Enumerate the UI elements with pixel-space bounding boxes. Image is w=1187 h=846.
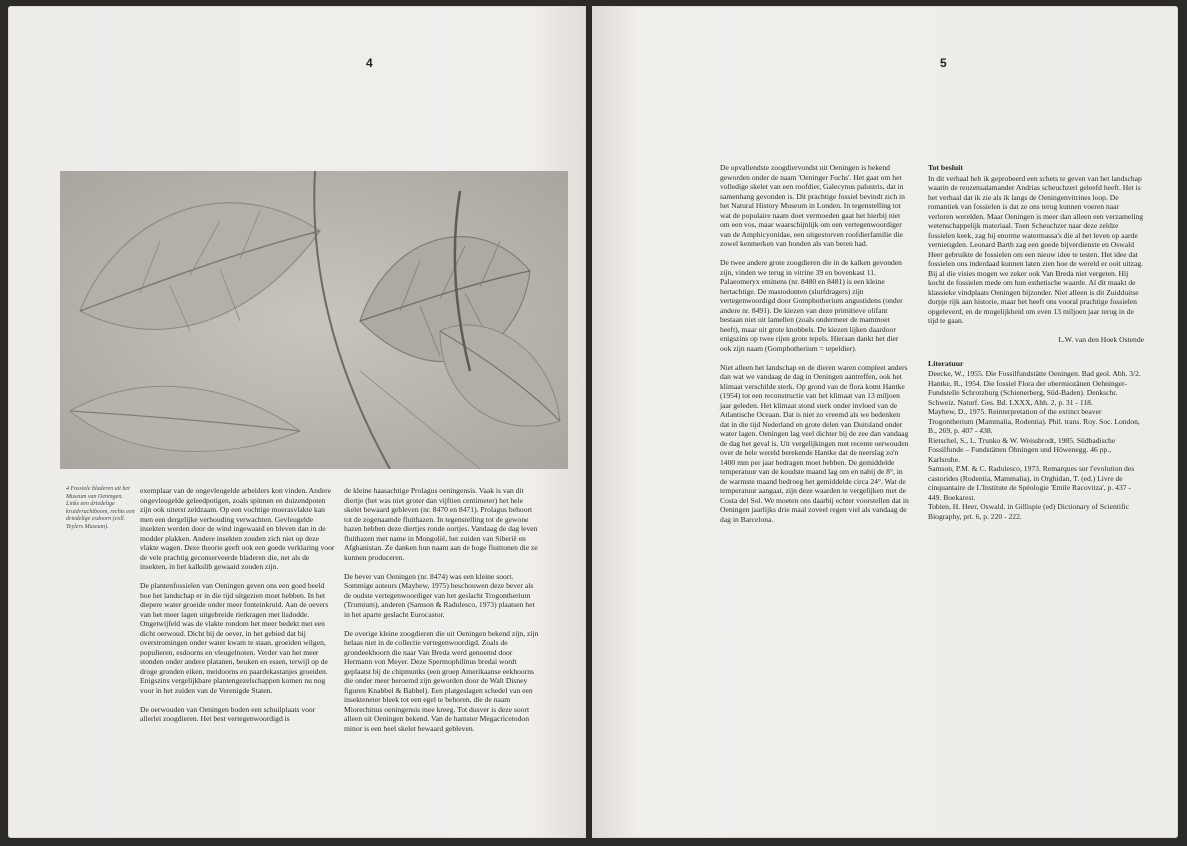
section-heading: Tot besluit — [928, 163, 964, 172]
literature-heading: Literatuur — [928, 358, 964, 368]
paragraph: De overige kleine zoogdieren die uit Oeningen bekend zijn, zijn helaas niet in de collectie vertegenwoordigd. Zoals de grondeekhoorn die naar Van Breda werd genoemd door Hermann von Meyer. Deze Spermophilinus bredai wordt geplaatst bij de chipmunks (een groep Amerikaanse eekhoorns die onder meer beroemd zijn geworden door de Walt Disney figuren Knabbel & Babbel). Een platgeslagen schedel van een insekteneter bleek tot een egel te behoren, die de naam Miorechinus oeningensis mee kreeg. Tot dusver is deze soort alleen uit Oeningen bekend. Van de hamster Megacricetodon minor is een heel skelet bewaard gebleven. — [344, 628, 539, 733]
left-page — [8, 6, 586, 838]
paragraph: De twee andere grote zoogdieren die in de kalken gevonden zijn, vinden we terug in vitrine 39 en bovenkast 11. Palaeomeryx eminens (nr. 8480 en 8481) is een kleine hertachtige. De mastodonten (slurfdragers) zijn vertegenwoordigd door Gomphotherium angustidens (onder andere nr. 8491). De kiezen van deze primitieve olifant bestaan niet uit lamellen (zoals ondermeer de mammoet heeft), maar uit grote knobbels. De kiezen lijken daardoor enigszins op twee rijen grote tepels. Hieraan dankt het dier ook zijn naam (Gomphotherium = tepeldier). — [720, 258, 903, 353]
fossil-leaves-photo — [60, 171, 568, 469]
paragraph: In dit verhaal heb ik geprobeerd een schets te geven van het landschap waarin de reuzensalamander Andrias scheuchzeri geleefd heeft. Het is het verhaal dat ik zie als ik langs de Oeningenvitrines loop. De romantiek van fossielen is dat ze ons terug kunnen voeren naar verloren werelden. Maar Oeningen is meer dan alleen een verzameling wetenschappelijk materiaal. Toen Scheuchzer naar deze zeldze fossielen keek, zag hij enorme watermassa's die al het leven op aarde vernietigden. Leonard Barth zag een goede bijverdienste en Oswald Heer gebruikte de fossielen om een nieuw idee te testen. Het idee dat fossielen ons inderdaad kunnen laten zien hoe de wereld er ooit uitzag. Bij al die visies mogen we zeker ook Van Breda niet vergeten. Hij kocht de fossielen mede om hun esthetische waarde. Al dit maakt de klassieke vindplaats Oeningen bijzonder. Niet alleen is dit Zuidduitse dorpje rijk aan historie, maar het heeft ons vooral prachtige fossielen opgeleverd, en de mogelijkheid om even 13 miljoen jaar terug in de tijd te gaan. — [928, 173, 1144, 325]
reference-item: Mayhew, D., 1975. Reinterpretation of the extinct beaver Trogontherium (Mammalia, Rodentia). Phil. trans. Roy. Soc. London, B., 269, p. 407 - 438. — [928, 407, 1140, 435]
paragraph: De plantenfossielen van Oeningen geven ons een goed beeld hoe het landschap er in die tijd uitgezien moet hebben. In het diepere water groeide onder meer fonteinkruid. Aan de oevers van het meer lagen uitgebreide rietkragen met lisdodde. Ongetwijfeld was de vlakte rondom het meer bedekt met een dicht oerwoud. Dicht bij de oever, in het gebied dat bij overstromingen onder water kwam te staan, groeiden wilgen, populieren, esdoorns en vleugelnoten. Verder van het meer stonden onder andere platanen, beuken en essen, terwijl op de droge gronden eiken, meidoorns en paardekastanjes groeiden. Enigszins vergelijkbare plantengezelschappen komen nu nog voor in het zuiden van de Verenigde Staten. — [140, 581, 329, 695]
page-number: 4 — [366, 56, 373, 70]
right-column-2 — [928, 163, 1144, 521]
paragraph: De oerwouden van Oeningen boden een schuilplaats voor allerlei zoogdieren. Het best vertegenwoordigd is — [140, 704, 316, 723]
reference-item: Rietschel, S., L. Trunko & W. Weissbrodt, 1985. Südbadische Fossilfunde – Fundstätten Öhningen und Höwenegg. 46 pp., Karlsruhe. — [928, 435, 1116, 464]
reference-item: Samson, P.M. & C. Radulesco, 1973. Remarques sur l'evolution des castorides (Rodentia, Mammalia), in Orghidan, T. (ed.) Livre de cinquantaire de L'Institute de Spéologie 'Emile Racovitza', p. 437 - 449. Boekarest. — [928, 464, 1135, 502]
paragraph: Niet alleen het landschap en de dieren waren compleet anders dan wat we vandaag de dag in Oeningen aantreffen, ook het klimaat verschilde sterk. Op grond van de flora komt Hantke (1954) tot een reconstructie van het klimaat van 13 miljoen jaar geleden. Het klimaat stond sterk onder invloed van de Atlantische Oceaan. Dat is niet zo vreemd als we bedenken dat in die tijd Nederland en grote delen van Duitsland onder water lagen. Oeningen lag veel dichter bij de zee dan vandaag de dag het geval is. Uit vergelijkingen met recente oerwouden over de hele wereld berekende Hantke dat de neerslag zo'n 1400 mm per jaar bedragen moet hebben. De gemiddelde temperatuur van de koudste maand lag om en nabij de 8°, in de warmste maand bedroeg het gemiddelde circa 24°. Wat de temperatuur aangaat, zijn deze waarden te vergelijken met de Costa del Sol. We moeten ons daarbij echter voorstellen dat in Oeningen jaarlijks drie maal zoveel regen viel als vandaag de dag in Barcelona. — [720, 362, 909, 524]
paragraph: De bever van Oeningen (nr. 8474) was een kleine soort. Sommige auteurs (Mayhew, 1975) beschouwen deze bever als de oudste vertegenwoordiger van het geslacht Trogontherium (Trumium), anderen (Samson & Radulesco, 1973) plaatsen het in het aparte geslacht Eurocastor. — [344, 571, 535, 619]
photo-caption: 4 Fossiele bladeren uit het Museum van Oeningen. Links een driedelige kruidvruchtboom, rechts een driedelige esdoorn (coll. Teylers Museum). — [66, 486, 135, 530]
reference-item: Deecke, W., 1955. Die Fossilfundstätte Oeningen. Bad geol. Abh. 3/2. — [928, 369, 1141, 378]
author-signature: L.W. van den Hoek Ostende — [1058, 335, 1144, 344]
right-column-1 — [720, 163, 910, 534]
paragraph: exemplaar van de ongevleugelde arbeiders kon vinden. Andere ongevleugelde geleedpotigen, zoals spinnen en duizendpoten zijn ook uiterst zeldzaam. Op een vochtige moerasvlakte kan men een dergelijke verhouding verwachten. Gevleugelde insekten werden door de wind ingewaaid en bleven dan in de modder plakken. Andere insekten zouden zich niet op deze vlakte wagen. Deze theorie geeft ook een goede verklaring voor de vele prachtig geconserveerde bladeren die, net als de insekten, in het kalkslib gewaaid zouden zijn. — [140, 486, 335, 571]
reference-item: Tobien, H. Heer, Oswald. in Gillispie (ed) Dictionary of Scientific Biography, prt. 6, p. 220 - 222. — [928, 502, 1129, 521]
page-number: 5 — [940, 56, 947, 70]
left-column-2 — [344, 486, 540, 743]
reference-list — [928, 369, 1144, 521]
paragraph: De opvallendste zoogdiervondst uit Oeningen is bekend geworden onder de naam 'Oeninger Fuchs'. Het gaat om het volledige skelet van een roofdier, Galecynus palustris, dat in samenhang gevonden is. Dit prachtige fossiel bevindt zich in het Natural History Museum in Londen. In tegenstelling tot wat de populaire naam doet vermoeden gaat het hierbij niet om een vos, maar waarschijnlijk om een vertegenwoordiger van de Amphicyonidae, een uitgestorven roofdierfamilie die zowel kenmerken van honden als van beren had. — [720, 163, 905, 248]
right-page — [592, 6, 1178, 838]
left-column-1 — [140, 486, 336, 733]
reference-item: Hantke, R., 1954. Die fossiel Flora der obermiozänen Oehninger-Fundstelle Schrotzburg (Schienerberg, Süd-Baden). Denkschr. Schweiz. Naturf. Ges. Bd. LXXX, Abh. 2, p. 31 - 118. — [928, 378, 1127, 407]
paragraph: de kleine haasachtige Prolagus oeningensis. Vaak is van dit diertje (het was niet groter dan vijftien centimeter) het hele skelet bewaard gebleven (nr. 8470 en 8471). Prolagus behoort tot de zogenaamde fluithazen. In tegenstelling tot de gewone hazen hebben deze diertjes ronde oortjes. Vandaag de dag leven fluithazen met name in Mongolië, het zuiden van Siberië en Afghanistan. Ze danken hun naam aan de hoge fluittonen die ze kunnen produceren. — [344, 486, 538, 562]
